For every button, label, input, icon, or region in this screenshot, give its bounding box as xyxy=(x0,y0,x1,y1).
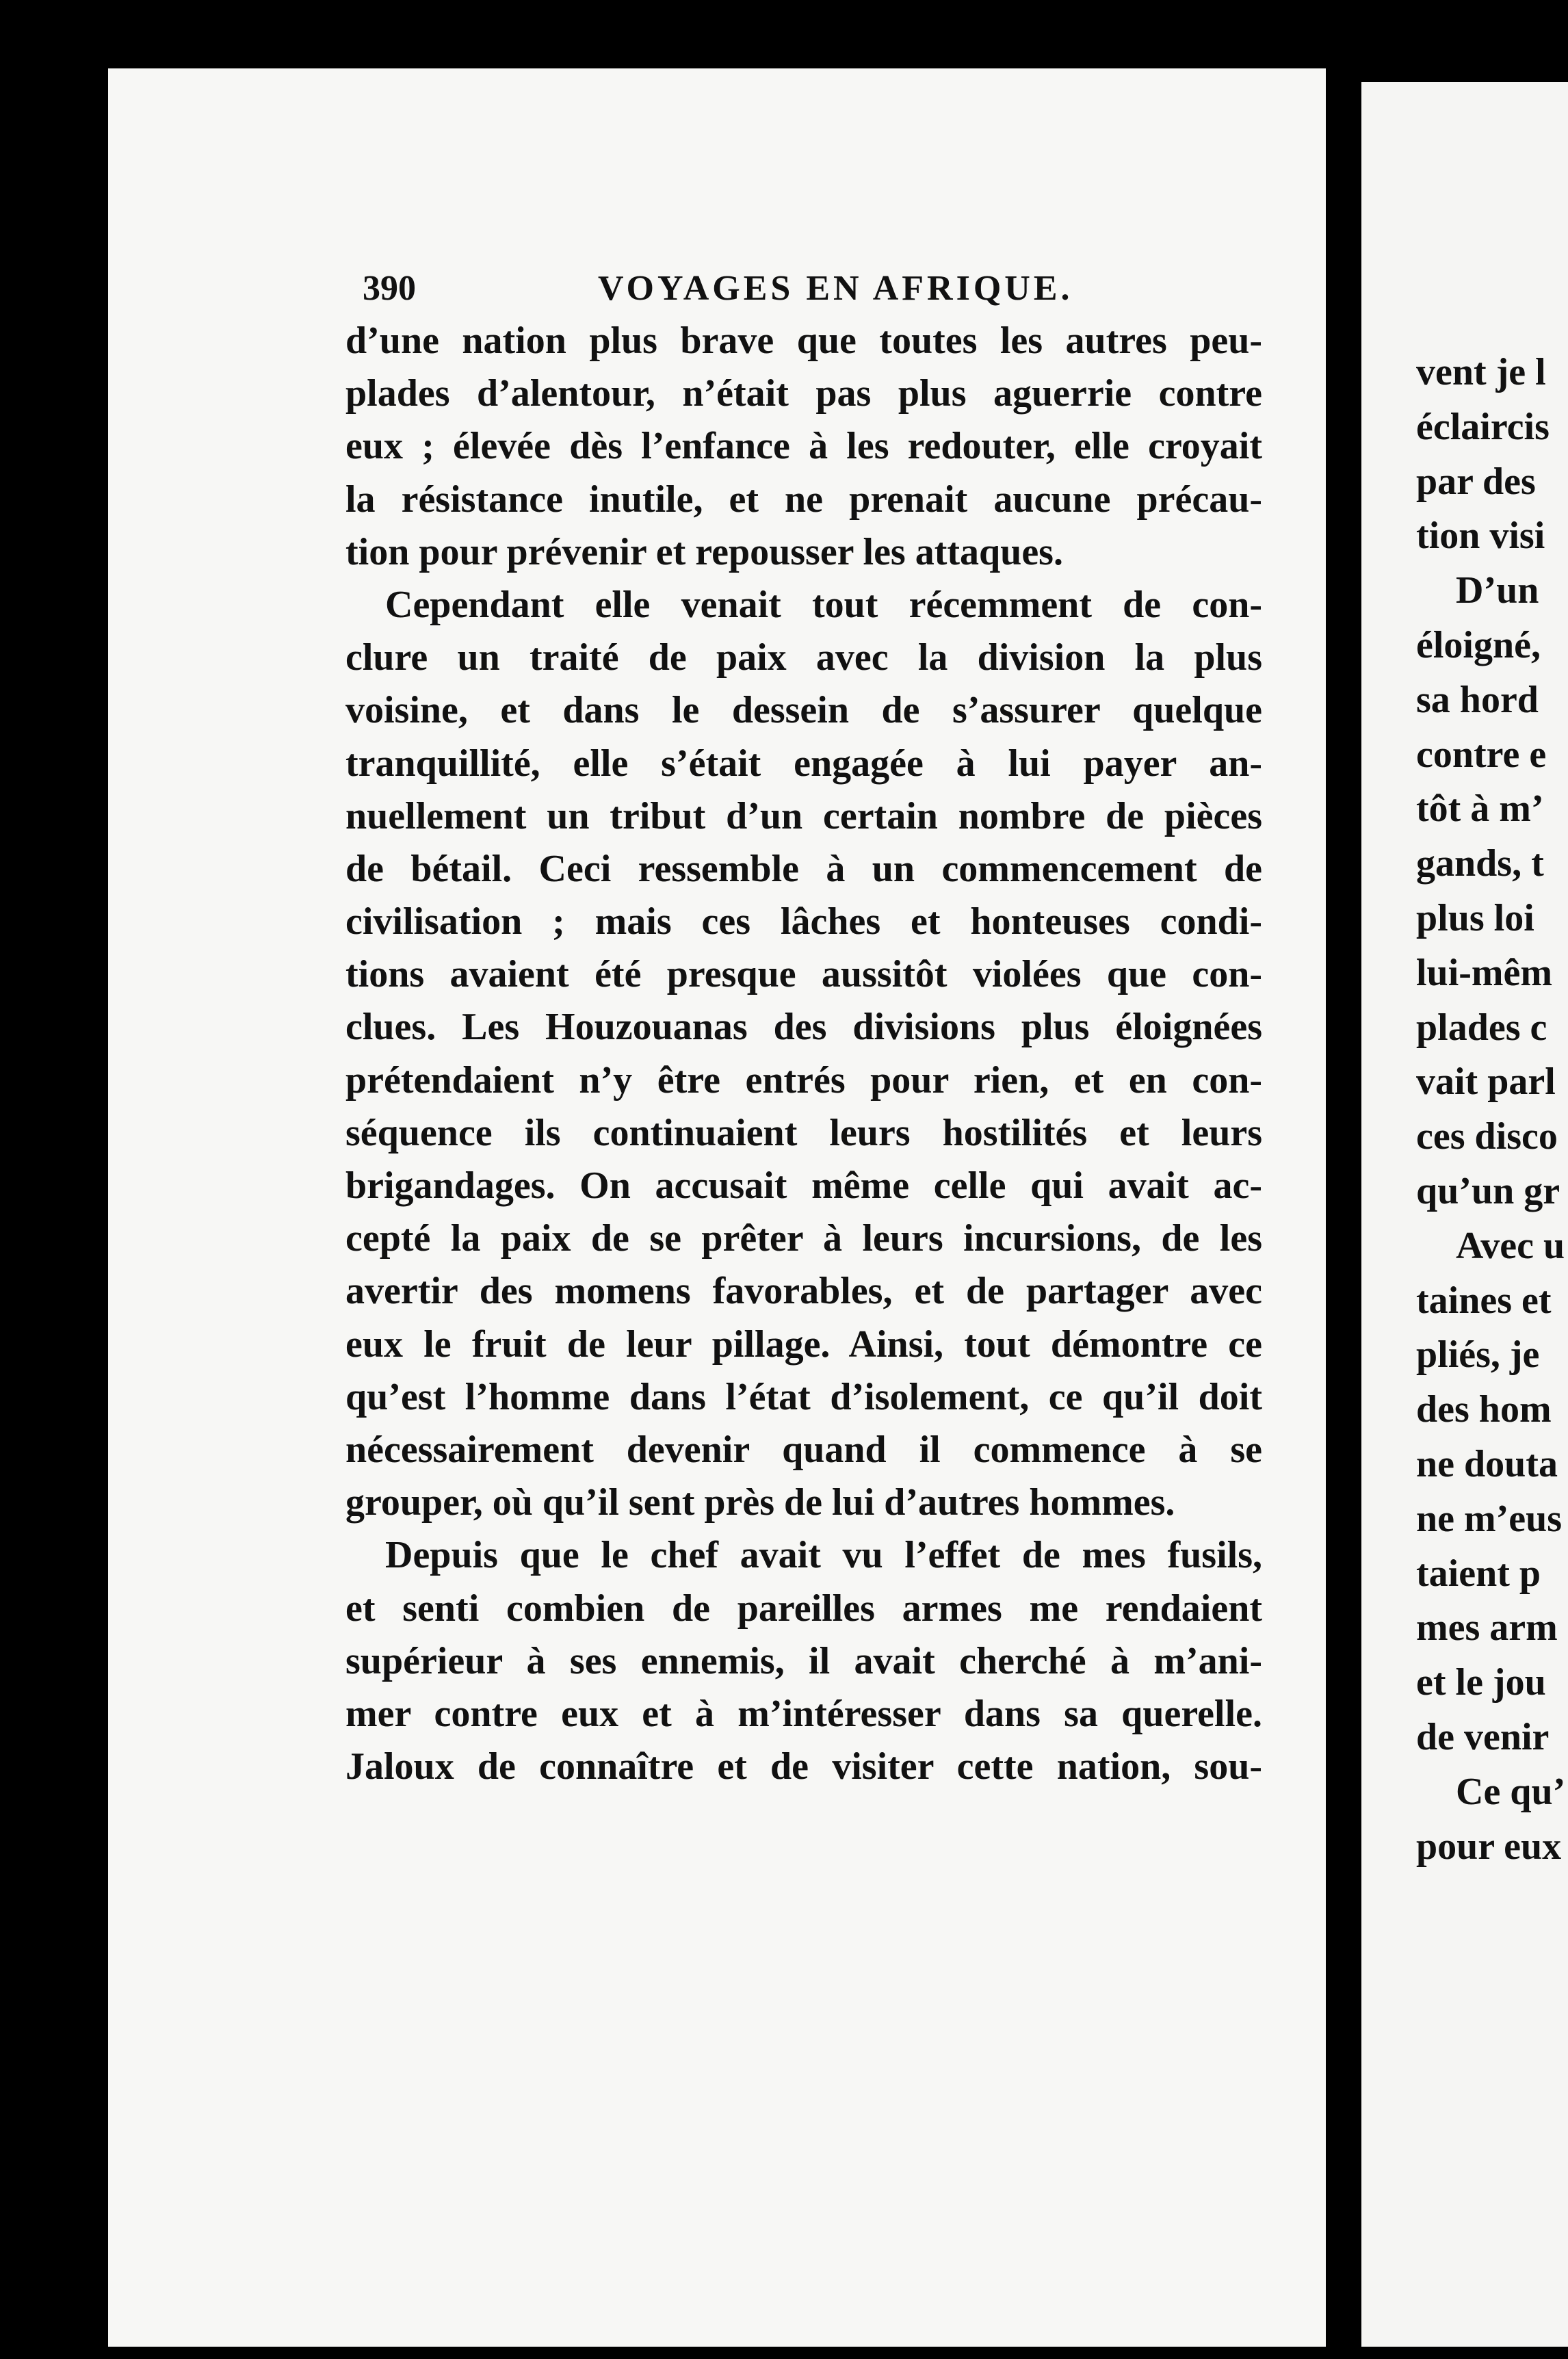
text-line: nuellement un tribut d’un certain nombre de pièces xyxy=(345,794,1262,837)
text-line: séquence ils continuaient leurs hostilités et leurs xyxy=(345,1111,1262,1154)
text-line: plades d’alentour, n’était pas plus aguerrie contre xyxy=(345,372,1262,415)
text-line: de bétail. Ceci ressemble à un commencement de xyxy=(345,847,1262,890)
right-text-line: des hom xyxy=(1416,1388,1552,1431)
text-line: supérieur à ses ennemis, il avait cherché à m’ani- xyxy=(345,1639,1262,1682)
right-text-line: par des xyxy=(1416,460,1536,503)
text-line: Jaloux de connaître et de visiter cette nation, sou- xyxy=(345,1745,1262,1788)
text-line: mer contre eux et à m’intéresser dans sa querelle. xyxy=(345,1692,1262,1735)
right-text-line: gands, t xyxy=(1416,842,1544,885)
right-text-line: plades c xyxy=(1416,1006,1547,1049)
text-line: d’une nation plus brave que toutes les autres peu- xyxy=(345,320,1262,362)
right-text-line: Avec u xyxy=(1456,1224,1565,1267)
right-text-line: tôt à m’ xyxy=(1416,787,1544,831)
right-text-line: ne douta xyxy=(1416,1442,1558,1485)
right-text-line: vent je l xyxy=(1416,351,1546,393)
right-text-line: taines et xyxy=(1416,1279,1552,1322)
text-line: eux le fruit de leur pillage. Ainsi, tout démontre ce xyxy=(345,1322,1262,1366)
text-line: brigandages. On accusait même celle qui avait ac- xyxy=(345,1164,1262,1207)
right-page-text xyxy=(1416,346,1568,1874)
text-line: clues. Les Houzouanas des divisions plus éloignées xyxy=(345,1006,1262,1049)
right-text-line: éloigné, xyxy=(1416,623,1541,666)
right-text-line: qu’un gr xyxy=(1416,1169,1560,1212)
text-line: nécessairement devenir quand il commence à se xyxy=(345,1428,1262,1471)
right-text-line: pour eux xyxy=(1416,1825,1562,1868)
body-text xyxy=(345,315,1262,1793)
right-text-line: lui-mêm xyxy=(1416,951,1553,994)
right-text-line: ne m’eus xyxy=(1416,1497,1563,1540)
right-text-line: Ce qu’ xyxy=(1456,1770,1566,1813)
right-text-line: taient p xyxy=(1416,1552,1541,1595)
text-line: qu’est l’homme dans l’état d’isolement, ce qu’il doit xyxy=(345,1375,1262,1418)
text-line: avertir des momens favorables, et de partager avec xyxy=(345,1270,1262,1313)
right-text-line: mes arm xyxy=(1416,1606,1558,1650)
running-title: VOYAGES EN AFRIQUE. xyxy=(598,269,1073,308)
right-text-line: ces disco xyxy=(1416,1115,1558,1158)
text-line: eux ; élevée dès l’enfance à les redouter, elle croyait xyxy=(345,425,1262,468)
text-line: la résistance inutile, et ne prenait aucune précau- xyxy=(345,478,1262,521)
text-line: civilisation ; mais ces lâches et honteuses condi- xyxy=(345,900,1262,943)
text-line: clure un traité de paix avec la division la plus xyxy=(345,636,1262,679)
right-text-line: tion visi xyxy=(1416,514,1545,558)
text-line: prétendaient n’y être entrés pour rien, et en con- xyxy=(345,1058,1262,1102)
text-line: cepté la paix de se prêter à leurs incursions, de les xyxy=(345,1217,1262,1260)
right-text-line: de venir xyxy=(1416,1715,1550,1758)
text-line: et senti combien de pareilles armes me rendaient xyxy=(345,1587,1262,1630)
right-text-line: D’un xyxy=(1456,569,1539,612)
right-text-line: plus loi xyxy=(1416,896,1534,939)
page-number: 390 xyxy=(363,269,416,308)
right-text-line: sa hord xyxy=(1416,678,1539,721)
text-line: grouper, où qu’il sent près de lui d’autres hommes. xyxy=(345,1481,1175,1524)
text-line: tion pour prévenir et repousser les attaques. xyxy=(345,530,1063,573)
right-text-line: vait parl xyxy=(1416,1060,1556,1104)
text-line: Cependant elle venait tout récemment de con- xyxy=(385,583,1262,626)
text-line: Depuis que le chef avait vu l’effet de mes fusils, xyxy=(385,1534,1262,1577)
right-text-line: éclaircis xyxy=(1416,405,1550,448)
right-text-line: et le jou xyxy=(1416,1661,1546,1704)
text-line: tions avaient été presque aussitôt violées que con- xyxy=(345,953,1262,996)
text-line: voisine, et dans le dessein de s’assurer quelque xyxy=(345,689,1262,732)
right-text-line: pliés, je xyxy=(1416,1333,1540,1377)
right-text-line: contre e xyxy=(1416,733,1547,776)
text-line: tranquillité, elle s’était engagée à lui payer an- xyxy=(345,742,1262,785)
